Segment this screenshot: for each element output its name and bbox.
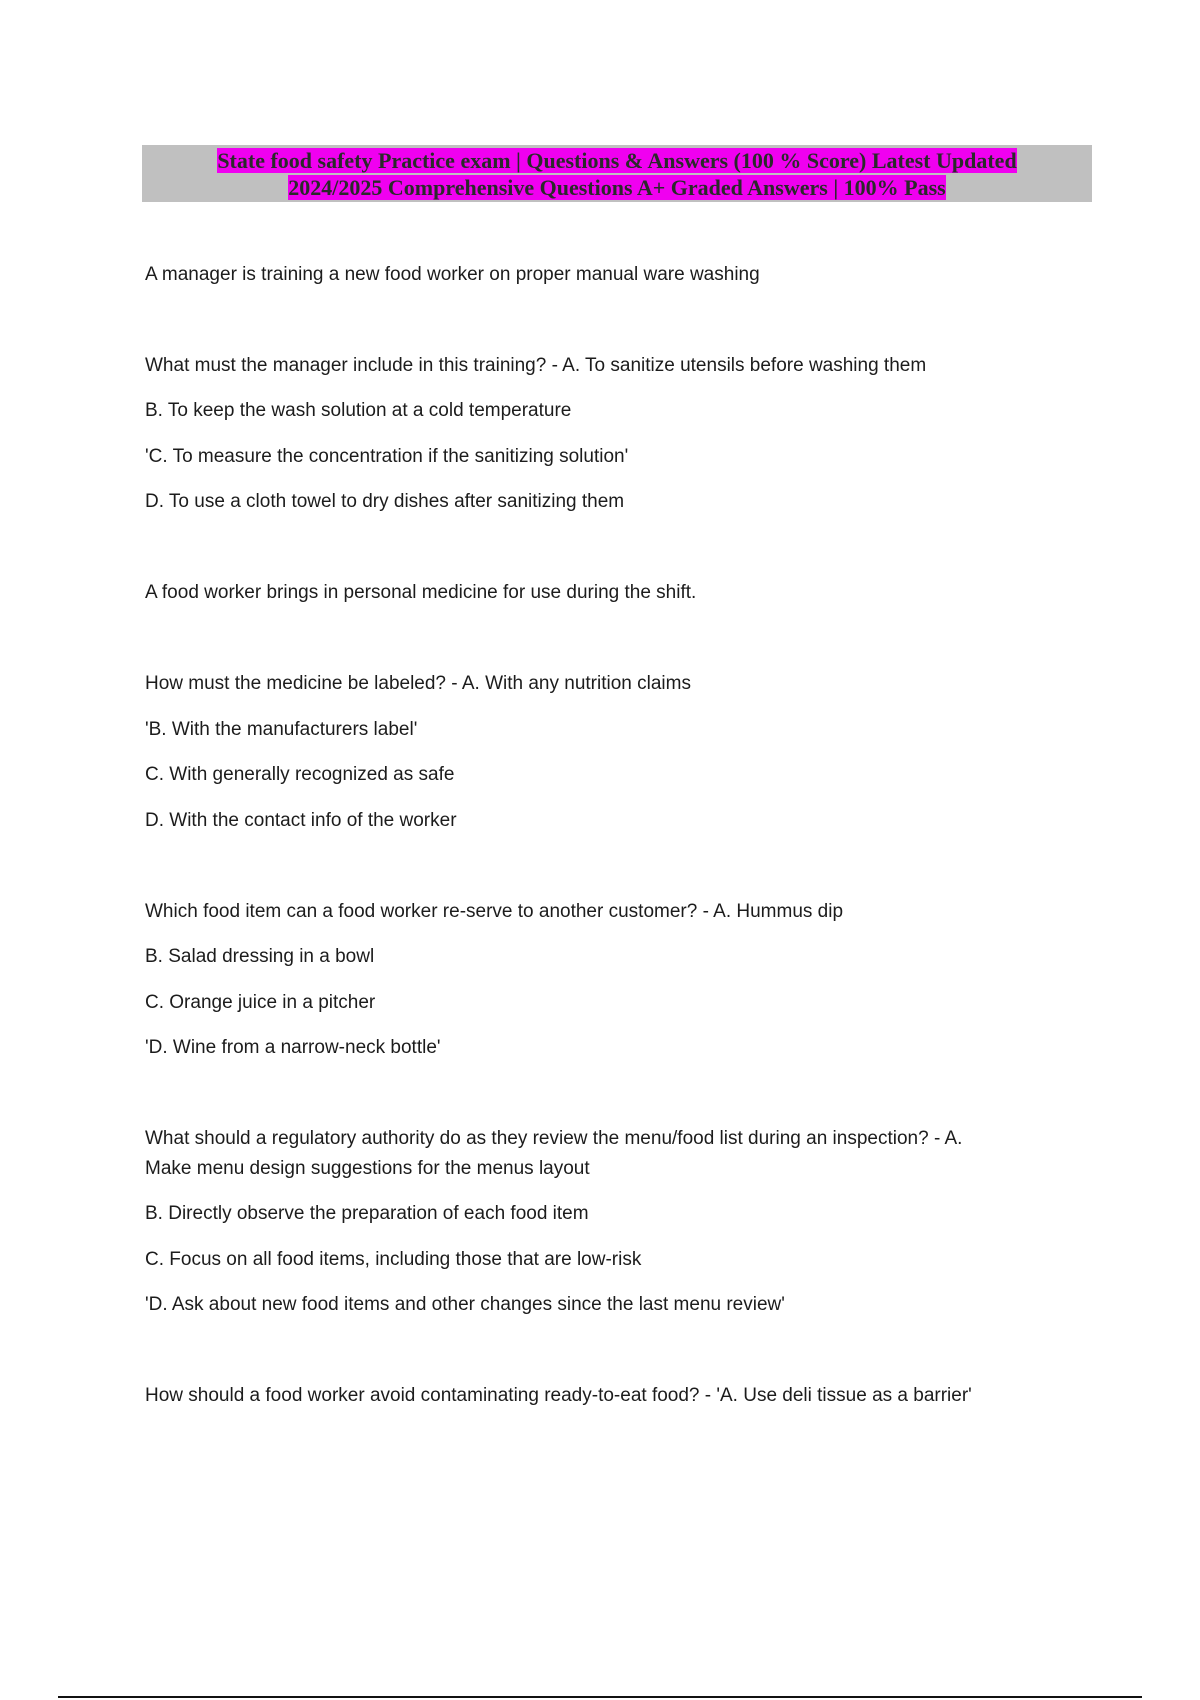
question-2-option-c: C. With generally recognized as safe [145, 764, 455, 785]
question-5-prompt: How should a food worker avoid contaminating ready-to-eat food? - 'A. Use deli tissue as a barrier' [145, 1385, 972, 1406]
question-1-option-d: D. To use a cloth towel to dry dishes after sanitizing them [145, 491, 625, 512]
question-1-option-b: B. To keep the wash solution at a cold temperature [145, 400, 572, 421]
question-3-option-d: 'D. Wine from a narrow-neck bottle' [145, 1037, 441, 1058]
question-1-option-c: 'C. To measure the concentration if the sanitizing solution' [145, 446, 629, 467]
question-2-intro: A food worker brings in personal medicine for use during the shift. [145, 582, 697, 603]
question-1-prompt: What must the manager include in this training? - A. To sanitize utensils before washing them [145, 355, 927, 376]
document-title-line-2: 2024/2025 Comprehensive Questions A+ Graded Answers | 100% Pass [288, 174, 946, 200]
document-title-banner [142, 145, 1092, 202]
question-4-prompt-line-1: What should a regulatory authority do as they review the menu/food list during an inspection? - A. [145, 1128, 963, 1149]
question-4-prompt-line-2: Make menu design suggestions for the menus layout [145, 1158, 590, 1179]
question-3-prompt: Which food item can a food worker re-serve to another customer? - A. Hummus dip [145, 901, 844, 922]
question-4-option-b: B. Directly observe the preparation of each food item [145, 1203, 589, 1224]
document-title-line-1: State food safety Practice exam | Questions & Answers (100 % Score) Latest Updated [217, 147, 1017, 173]
footer-divider [58, 1696, 1142, 1698]
question-3-option-c: C. Orange juice in a pitcher [145, 992, 376, 1013]
question-3-option-b: B. Salad dressing in a bowl [145, 946, 375, 967]
question-1-intro: A manager is training a new food worker on proper manual ware washing [145, 264, 760, 285]
question-4-option-d: 'D. Ask about new food items and other changes since the last menu review' [145, 1294, 785, 1315]
question-2-option-d: D. With the contact info of the worker [145, 810, 457, 831]
question-2-prompt: How must the medicine be labeled? - A. With any nutrition claims [145, 673, 691, 694]
question-2-option-b: 'B. With the manufacturers label' [145, 719, 418, 740]
question-4-option-c: C. Focus on all food items, including those that are low-risk [145, 1249, 642, 1270]
